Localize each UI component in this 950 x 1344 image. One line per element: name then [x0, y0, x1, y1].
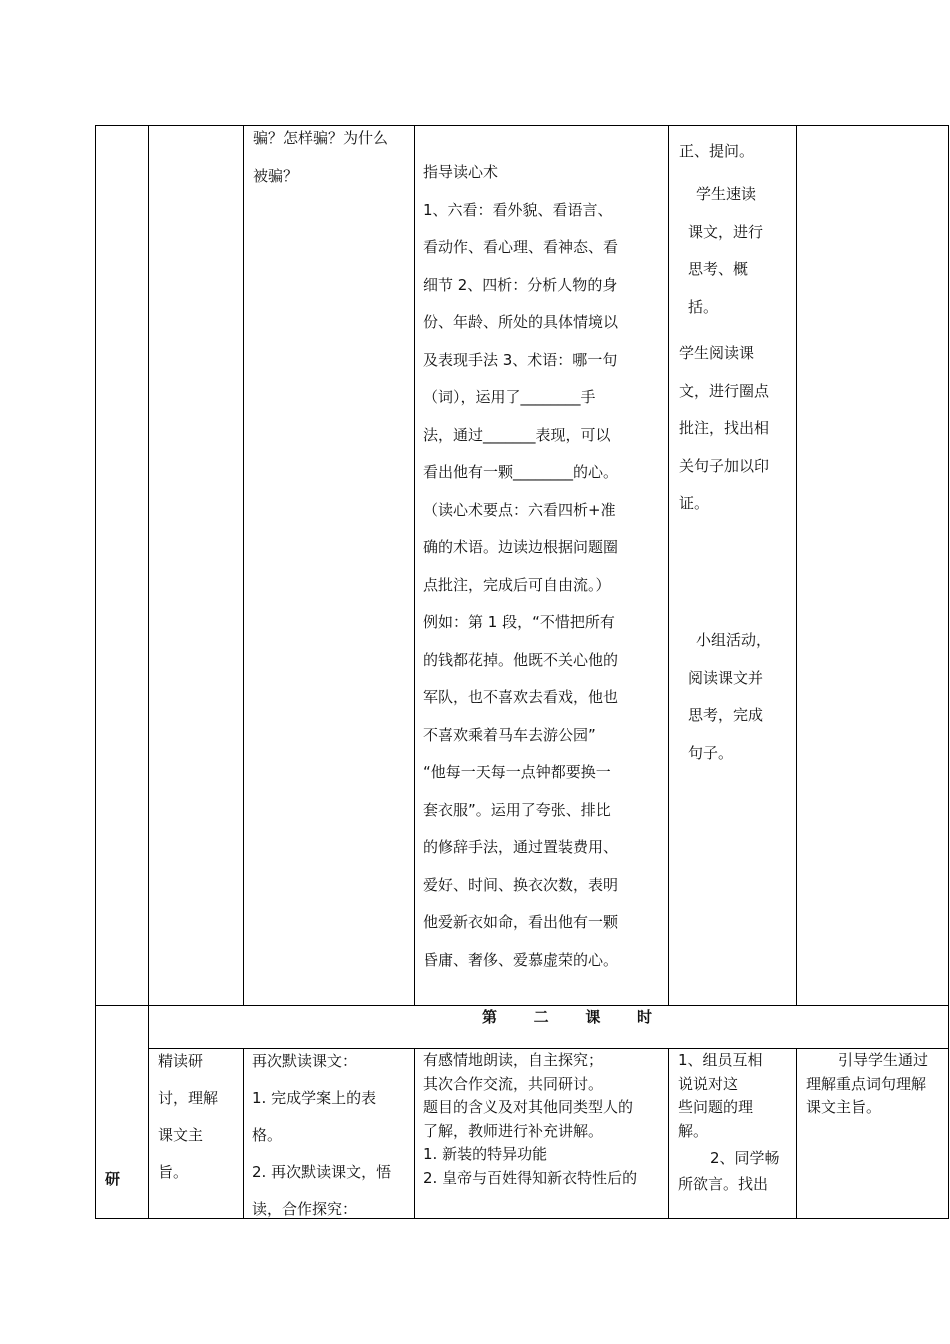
text-line: 文，进行圈点	[679, 381, 770, 400]
column-divider-3	[414, 125, 415, 1005]
row2-task-cell	[252, 1043, 412, 1228]
section-char: 时	[636, 1008, 652, 1026]
text-line: 军队，也不喜欢去看戏，他也	[423, 688, 619, 706]
text-line: 精读研	[158, 1052, 204, 1070]
text-line: 他爱新衣如命，看出他有一颗	[423, 913, 619, 931]
text-line: 批注，找出相	[679, 419, 770, 437]
text-line: 解。	[678, 1121, 709, 1140]
column-divider-5	[796, 125, 797, 1005]
text-line: 理解重点词句理解	[806, 1074, 927, 1093]
text-line: 课文主旨。	[806, 1098, 882, 1116]
text-line: 说说对这	[678, 1074, 739, 1093]
column-divider-2	[243, 125, 244, 1005]
text-line: 小组活动，	[696, 631, 772, 649]
side-column-divider	[148, 1005, 149, 1048]
text-line: 句子。	[688, 743, 734, 762]
side-stage-label: 研	[105, 1170, 121, 1188]
text-line: 不喜欢乘着马车去游公园”	[423, 725, 596, 744]
text-line: 其次合作交流，共同研讨。	[423, 1074, 604, 1093]
text-line: 2. 皇帝与百姓得知新衣特性后的	[423, 1168, 638, 1187]
text-line: 正、提问。	[679, 142, 755, 160]
text-line: 确的术语。边读边根据问题圈	[423, 538, 619, 556]
text-line: 证。	[679, 494, 710, 512]
text-line: 及表现手法 3、术语：哪一句	[423, 350, 618, 369]
text-line: 有感情地朗读，自主探究；	[423, 1051, 604, 1069]
column-divider-2b	[243, 1048, 244, 1219]
text-line: 细节 2、四析：分析人物的身	[423, 275, 618, 294]
text-line: 的修辞手法，通过置装费用、	[423, 838, 619, 856]
text-line: 例如：第 1 段，“不惜把所有	[423, 613, 615, 631]
column-divider-4	[668, 125, 669, 1005]
text-line: 昏庸、奢侈、爱慕虚荣的心。	[423, 950, 619, 969]
text-line: （词），运用了________手	[423, 388, 596, 406]
text-line: 指导读心术	[423, 163, 499, 181]
row2-guidance-cell	[423, 1049, 667, 1190]
text-line: 学生速读	[696, 185, 757, 203]
section-char: 二	[533, 1008, 549, 1026]
column-divider-3b	[414, 1048, 415, 1219]
text-line: 讨，理解	[158, 1089, 219, 1107]
section-char: 课	[585, 1008, 601, 1026]
text-line: 骗？怎样骗？为什么	[253, 129, 389, 147]
table-border-bottom	[95, 1218, 949, 1219]
row2-goal-cell	[158, 1043, 243, 1191]
column-divider-4b	[668, 1048, 669, 1219]
row2-student-cell	[678, 1049, 794, 1197]
text-line: 套衣服”。运用了夸张、排比	[423, 800, 611, 819]
column-divider-1b	[148, 1048, 149, 1219]
text-line: 1、组员互相	[678, 1051, 763, 1069]
text-line: 格。	[252, 1126, 283, 1144]
table-border-left	[95, 125, 96, 1219]
text-line: 被骗？	[253, 166, 299, 185]
text-line: 括。	[688, 297, 719, 316]
text-line: “他每一天每一点钟都要换一	[423, 763, 611, 781]
row2-intent-cell	[806, 1049, 946, 1120]
text-line: 课文主	[158, 1126, 204, 1144]
row1-student-cell-d	[688, 622, 793, 772]
text-line: 的钱都花掉。他既不关心他的	[423, 650, 619, 669]
row1-student-cell-b	[688, 176, 793, 326]
text-line: 份、年龄、所处的具体情境以	[423, 313, 619, 331]
text-line: 思考、概	[688, 260, 749, 278]
text-line: 1. 完成学案上的表	[252, 1089, 377, 1107]
text-line: 引导学生通过	[838, 1051, 929, 1069]
text-line: 些问题的理	[678, 1098, 754, 1116]
text-line: 所欲言。找出	[678, 1175, 769, 1193]
text-line: 阅读课文并	[688, 668, 764, 687]
row1-question-cell	[253, 120, 413, 195]
text-line: 1、六看：看外貌、看语言、	[423, 200, 613, 219]
text-line: 点批注，完成后可自由流。）	[423, 575, 611, 594]
row1-student-cell-c	[679, 335, 794, 523]
text-line: 再次默读课文：	[252, 1052, 358, 1070]
text-line: 法，通过_______表现，可以	[423, 425, 611, 444]
text-line: 了解，教师进行补充讲解。	[423, 1121, 604, 1140]
text-line: 爱好、时间、换衣次数，表明	[423, 875, 619, 894]
column-divider-1	[148, 125, 149, 1005]
section-char: 第	[482, 1008, 498, 1026]
table-border-right	[948, 125, 949, 1219]
text-line: 看出他有一颗________的心。	[423, 463, 619, 481]
text-line: 关句子加以印	[679, 456, 770, 475]
text-line: 题目的含义及对其他同类型人的	[423, 1098, 634, 1116]
text-line: 看动作、看心理、看神态、看	[423, 238, 619, 256]
text-line: 读，合作探究：	[252, 1200, 358, 1218]
text-line: 1. 新装的特异功能	[423, 1145, 548, 1163]
text-line: 2. 再次默读课文，悟	[252, 1163, 392, 1181]
text-line: （读心术要点：六看四析+准	[423, 500, 616, 519]
text-line: 学生阅读课	[679, 344, 755, 362]
text-line: 旨。	[158, 1163, 189, 1181]
text-line: 思考，完成	[688, 706, 764, 724]
row1-guidance-cell	[423, 154, 663, 979]
column-divider-5b	[796, 1048, 797, 1219]
section-heading	[482, 1006, 652, 1027]
table-border-top	[95, 125, 949, 126]
text-line: 课文，进行	[688, 222, 764, 241]
row1-student-cell-a	[679, 133, 794, 171]
text-line: 2、同学畅	[710, 1149, 780, 1167]
